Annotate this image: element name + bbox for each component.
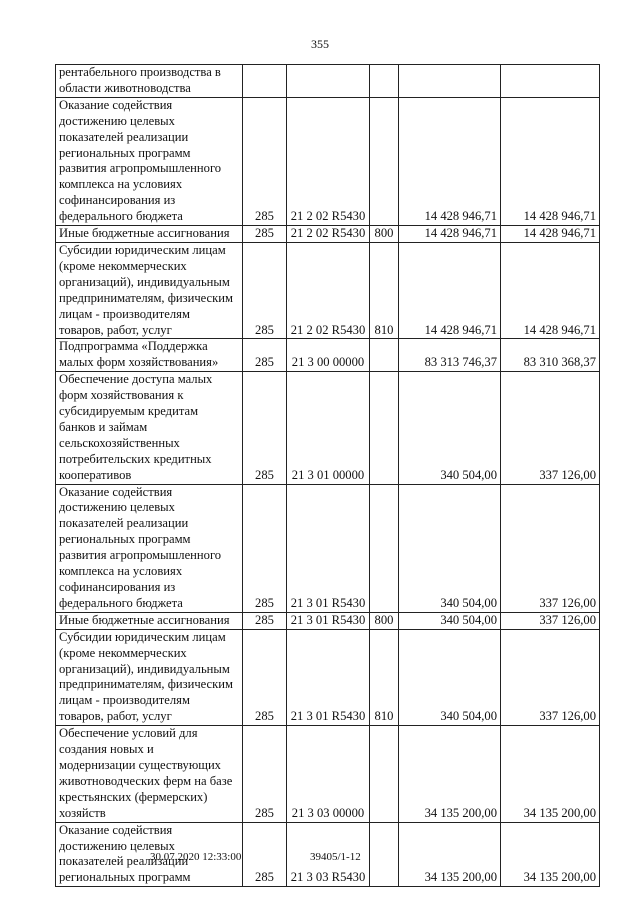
row-sum1-cell: 340 504,00	[399, 629, 501, 725]
row-csr-cell: 21 3 01 R5430	[287, 612, 370, 629]
row-sum1-cell: 14 428 946,71	[399, 226, 501, 243]
row-vr-cell	[370, 726, 399, 822]
table-row	[56, 97, 600, 225]
row-ved-cell: 285	[243, 339, 287, 372]
row-csr-cell	[287, 65, 370, 98]
row-sum2-cell: 83 310 368,37	[501, 339, 600, 372]
budget-table	[55, 64, 600, 887]
row-csr-cell: 21 3 01 R5430	[287, 629, 370, 725]
row-ved-cell: 285	[243, 726, 287, 822]
page-number: 355	[311, 37, 329, 51]
row-name-cell: рентабельного производства в области животноводства	[56, 65, 243, 98]
table-row	[56, 65, 600, 98]
row-name-cell: Оказание содействия достижению целевых показателей реализации региональных программ развития агропромышленного комплекса на условиях софинансирования из федерального бюджета	[56, 97, 243, 225]
budget-table-body	[56, 65, 600, 887]
row-sum1-cell: 340 504,00	[399, 372, 501, 484]
row-csr-cell: 21 3 01 R5430	[287, 484, 370, 612]
row-name-cell: Оказание содействия достижению целевых показателей реализации региональных программ развития агропромышленного комплекса на условиях софинансирования из федерального бюджета	[56, 484, 243, 612]
row-csr-cell: 21 3 01 00000	[287, 372, 370, 484]
row-ved-cell	[243, 65, 287, 98]
row-vr-cell: 810	[370, 629, 399, 725]
row-vr-cell: 810	[370, 242, 399, 338]
row-ved-cell: 285	[243, 612, 287, 629]
row-name-cell: Иные бюджетные ассигнования	[56, 226, 243, 243]
row-name-cell: Субсидии юридическим лицам (кроме некоммерческих организаций), индивидуальным предпринимателям, физическим лицам - производителям товаров, работ, услуг	[56, 242, 243, 338]
table-row	[56, 339, 600, 372]
row-name-cell: Иные бюджетные ассигнования	[56, 612, 243, 629]
row-sum1-cell: 14 428 946,71	[399, 97, 501, 225]
row-sum1-cell: 340 504,00	[399, 612, 501, 629]
row-vr-cell	[370, 339, 399, 372]
row-ved-cell: 285	[243, 372, 287, 484]
row-vr-cell: 800	[370, 226, 399, 243]
row-sum2-cell: 337 126,00	[501, 484, 600, 612]
row-ved-cell: 285	[243, 629, 287, 725]
row-name-cell: Подпрограмма «Поддержка малых форм хозяйствования»	[56, 339, 243, 372]
row-sum1-cell	[399, 65, 501, 98]
row-ved-cell: 285	[243, 226, 287, 243]
row-csr-cell: 21 2 02 R5430	[287, 226, 370, 243]
row-ved-cell: 285	[243, 97, 287, 225]
table-row	[56, 612, 600, 629]
row-sum2-cell: 34 135 200,00	[501, 822, 600, 887]
row-ved-cell: 285	[243, 484, 287, 612]
row-ved-cell: 285	[243, 242, 287, 338]
row-sum1-cell: 34 135 200,00	[399, 726, 501, 822]
row-sum2-cell: 14 428 946,71	[501, 97, 600, 225]
footer-doc-code: 39405/1-12	[310, 851, 361, 863]
table-row	[56, 484, 600, 612]
row-vr-cell: 800	[370, 612, 399, 629]
row-sum2-cell: 337 126,00	[501, 372, 600, 484]
table-row	[56, 372, 600, 484]
row-sum2-cell: 14 428 946,71	[501, 226, 600, 243]
row-vr-cell	[370, 372, 399, 484]
row-vr-cell	[370, 65, 399, 98]
row-sum1-cell: 34 135 200,00	[399, 822, 501, 887]
row-csr-cell: 21 3 03 R5430	[287, 822, 370, 887]
row-csr-cell: 21 2 02 R5430	[287, 97, 370, 225]
row-sum1-cell: 340 504,00	[399, 484, 501, 612]
row-csr-cell: 21 3 03 00000	[287, 726, 370, 822]
row-csr-cell: 21 2 02 R5430	[287, 242, 370, 338]
row-ved-cell: 285	[243, 822, 287, 887]
table-row	[56, 629, 600, 725]
row-csr-cell: 21 3 00 00000	[287, 339, 370, 372]
table-row	[56, 226, 600, 243]
row-name-cell: Оказание содействия достижению целевых показателей реализации региональных программ	[56, 822, 243, 887]
row-vr-cell	[370, 484, 399, 612]
row-vr-cell	[370, 97, 399, 225]
table-row	[56, 726, 600, 822]
table-row	[56, 242, 600, 338]
row-name-cell: Обеспечение условий для создания новых и модернизации существующих животноводческих ферм на базе крестьянских (фермерских) хозяйств	[56, 726, 243, 822]
row-sum2-cell: 34 135 200,00	[501, 726, 600, 822]
row-sum1-cell: 83 313 746,37	[399, 339, 501, 372]
row-sum2-cell: 337 126,00	[501, 612, 600, 629]
row-name-cell: Субсидии юридическим лицам (кроме некоммерческих организаций), индивидуальным предпринимателям, физическим лицам - производителям товаров, работ, услуг	[56, 629, 243, 725]
row-sum2-cell: 14 428 946,71	[501, 242, 600, 338]
row-name-cell: Обеспечение доступа малых форм хозяйствования к субсидируемым кредитам банков и займам сельскохозяйственных потребительских кредитных кооперативов	[56, 372, 243, 484]
row-sum2-cell	[501, 65, 600, 98]
row-vr-cell	[370, 822, 399, 887]
row-sum1-cell: 14 428 946,71	[399, 242, 501, 338]
row-sum2-cell: 337 126,00	[501, 629, 600, 725]
footer-datetime: 30.07.2020 12:33:00	[150, 851, 242, 863]
